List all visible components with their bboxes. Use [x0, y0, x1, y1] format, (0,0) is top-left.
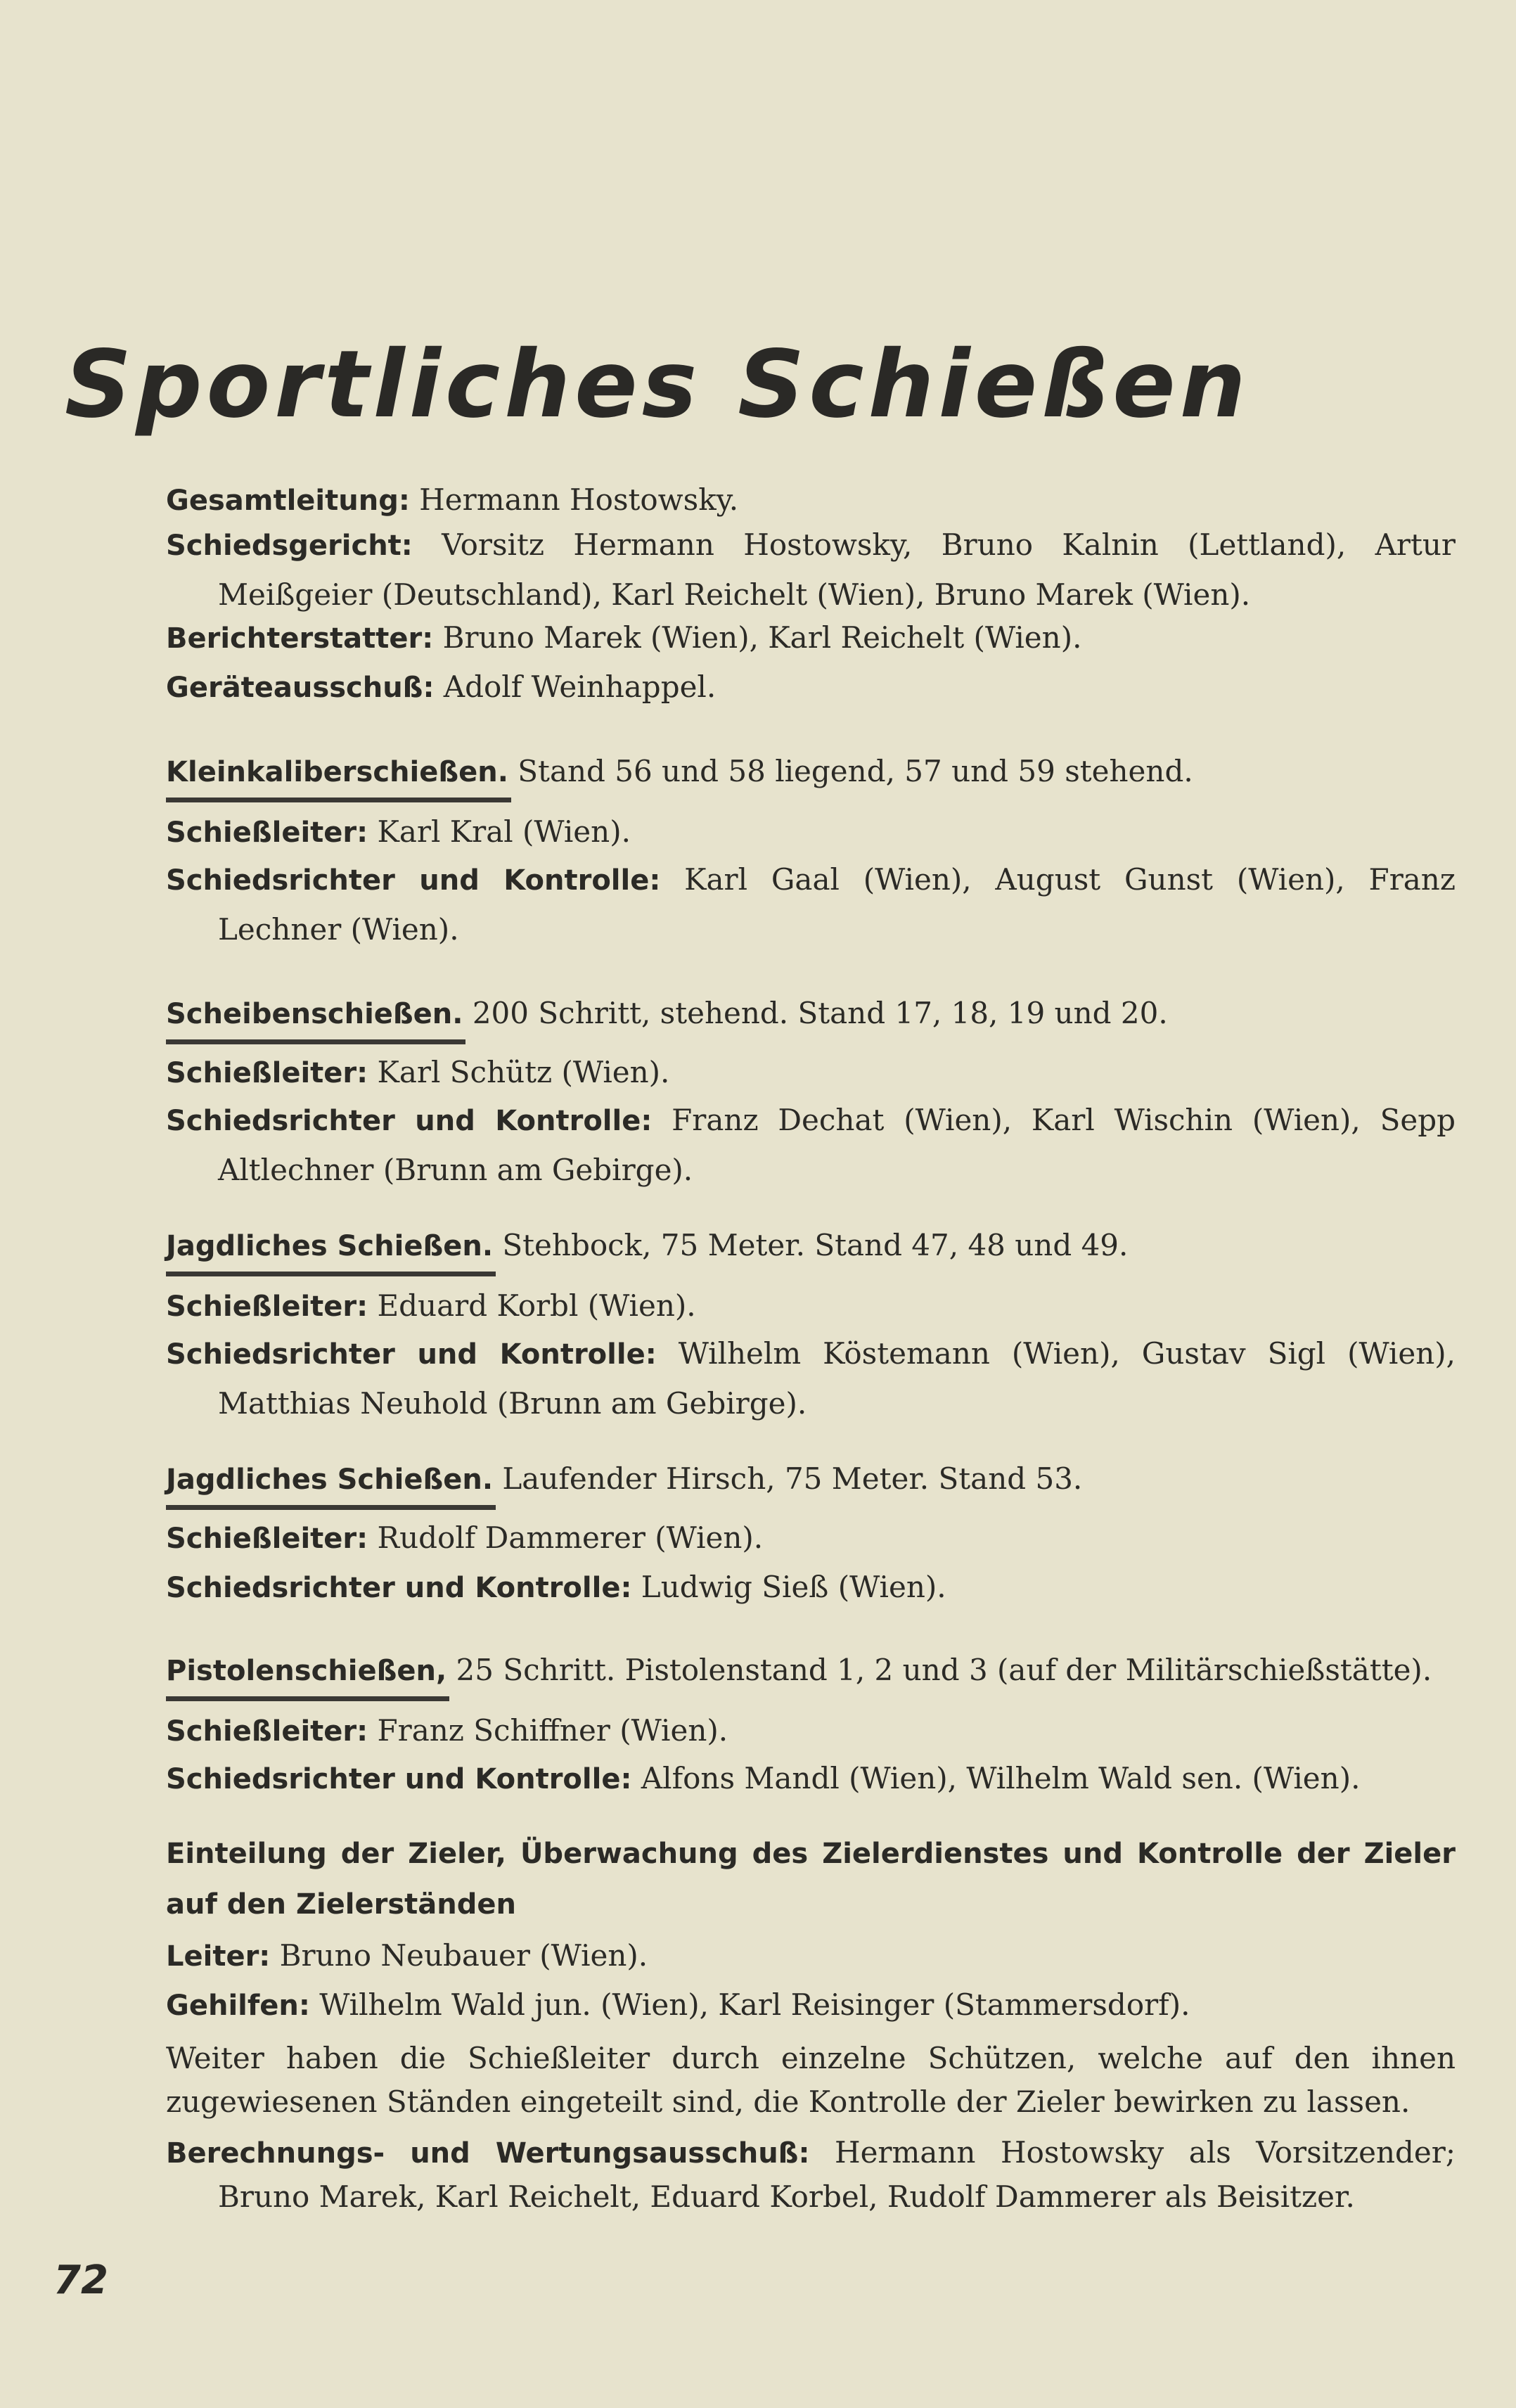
value: Karl Gaal (Wien), August Gunst (Wien), Franz Lechner (Wien).	[218, 862, 1456, 947]
general-line-schiedsgericht	[166, 520, 1456, 620]
section-line	[166, 1563, 1456, 1613]
section-heading-scheiben	[166, 989, 1456, 1039]
label: Schießleiter:	[166, 1057, 368, 1089]
label: Schießleiter:	[166, 816, 368, 849]
zieler-heading: Einteilung der Zieler, Überwachung des Zielerdienstes und Kontrolle der Zieler auf den Zielerständen	[166, 1838, 1456, 1921]
value: Franz Dechat (Wien), Karl Wischin (Wien), Sepp Altlechner (Brunn am Gebirge).	[218, 1103, 1456, 1187]
value: Karl Schütz (Wien).	[368, 1055, 670, 1089]
value: Eduard Korbl (Wien).	[368, 1288, 696, 1323]
section-heading-pistolen	[166, 1646, 1456, 1696]
section-detail: Stehbock, 75 Meter. Stand 47, 48 und 49.	[493, 1228, 1129, 1262]
label: Leiter:	[166, 1940, 271, 1973]
section-title: Kleinkaliberschießen.	[166, 748, 508, 797]
page-title: Sportliches Schießen	[65, 331, 1250, 439]
label: Gehilfen:	[166, 1990, 310, 2022]
value: Alfons Mandl (Wien), Wilhelm Wald sen. (Wien).	[631, 1761, 1361, 1795]
value: Hermann Hostowsky als Vorsitzender; Bruno Marek, Karl Reichelt, Eduard Korbel, Rudolf Dammerer als Beisitzer.	[218, 2135, 1456, 2214]
label: Schiedsrichter und Kontrolle:	[166, 1338, 657, 1371]
label: Schießleiter:	[166, 1291, 368, 1323]
label: Schiedsrichter und Kontrolle:	[166, 864, 661, 897]
section-title: Jagdliches Schießen.	[166, 1455, 493, 1504]
label: Schiedsgericht:	[166, 530, 413, 562]
section-line	[166, 1096, 1456, 1195]
section-line	[166, 1281, 1456, 1331]
section-detail: 25 Schritt. Pistolenstand 1, 2 und 3 (auf der Militärschießstätte).	[447, 1653, 1432, 1687]
value: Hermann Hostowsky.	[409, 482, 739, 517]
label: Berichterstatter:	[166, 622, 434, 655]
label: Schiedsrichter und Kontrolle:	[166, 1763, 632, 1795]
value: Bruno Neubauer (Wien).	[270, 1938, 648, 1973]
value: Wilhelm Köstemann (Wien), Gustav Sigl (Wien), Matthias Neuhold (Brunn am Gebirge).	[218, 1336, 1456, 1421]
section-heading-jagdlich-stehbock	[166, 1221, 1456, 1271]
section-title: Pistolenschießen,	[166, 1646, 447, 1696]
value: Karl Kral (Wien).	[368, 814, 631, 849]
section-line	[166, 855, 1456, 954]
value: Ludwig Sieß (Wien).	[631, 1570, 946, 1604]
label: Schiedsrichter und Kontrolle:	[166, 1572, 632, 1604]
zieler-note: Weiter haben die Schießleiter durch einzelne Schützen, welche auf den ihnen zugewiesenen Ständen eingeteilt sind, die Kontrolle der Zieler bewirken zu lassen.	[166, 2041, 1456, 2119]
section-title: Jagdliches Schießen.	[166, 1222, 493, 1271]
value: Franz Schiffner (Wien).	[368, 1713, 728, 1748]
section-line	[166, 1048, 1456, 1098]
section-detail: 200 Schritt, stehend. Stand 17, 18, 19 und 20.	[463, 996, 1168, 1030]
section-heading-kleinkaliber	[166, 747, 1456, 797]
section-line	[166, 1513, 1456, 1563]
general-line-geraeteausschuss	[166, 662, 1456, 712]
label: Geräteausschuß:	[166, 672, 435, 704]
section-title: Scheibenschießen.	[166, 990, 463, 1039]
value: Rudolf Dammerer (Wien).	[368, 1520, 764, 1555]
label: Gesamtleitung:	[166, 485, 410, 517]
general-line-berichterstatter	[166, 613, 1456, 663]
zieler-leiter	[166, 1931, 1456, 1981]
label: Schiedsrichter und Kontrolle:	[166, 1105, 653, 1137]
section-line	[166, 1329, 1456, 1428]
section-line	[166, 1754, 1456, 1804]
berechnungsausschuss	[166, 2131, 1456, 2219]
zieler-gehilfen	[166, 1980, 1456, 2030]
label: Schießleiter:	[166, 1715, 368, 1748]
value: Vorsitz Hermann Hostowsky, Bruno Kalnin (Lettland), Artur Meißgeier (Deutschland), Karl Reichelt (Wien), Bruno Marek (Wien).	[218, 527, 1456, 612]
label: Berechnungs- und Wertungsausschuß:	[166, 2137, 810, 2170]
section-detail: Laufender Hirsch, 75 Meter. Stand 53.	[493, 1461, 1083, 1496]
page-number: 72	[53, 2258, 108, 2303]
value: Adolf Weinhappel.	[434, 670, 717, 704]
label: Schießleiter:	[166, 1523, 368, 1555]
section-line	[166, 807, 1456, 857]
value: Bruno Marek (Wien), Karl Reichelt (Wien).	[433, 620, 1082, 655]
general-line-gesamtleitung	[166, 475, 1456, 525]
section-detail: Stand 56 und 58 liegend, 57 und 59 stehend.	[508, 754, 1193, 788]
section-line	[166, 1706, 1456, 1756]
section-heading-jagdlich-hirsch	[166, 1454, 1456, 1504]
value: Wilhelm Wald jun. (Wien), Karl Reisinger (Stammersdorf).	[309, 1987, 1190, 2022]
